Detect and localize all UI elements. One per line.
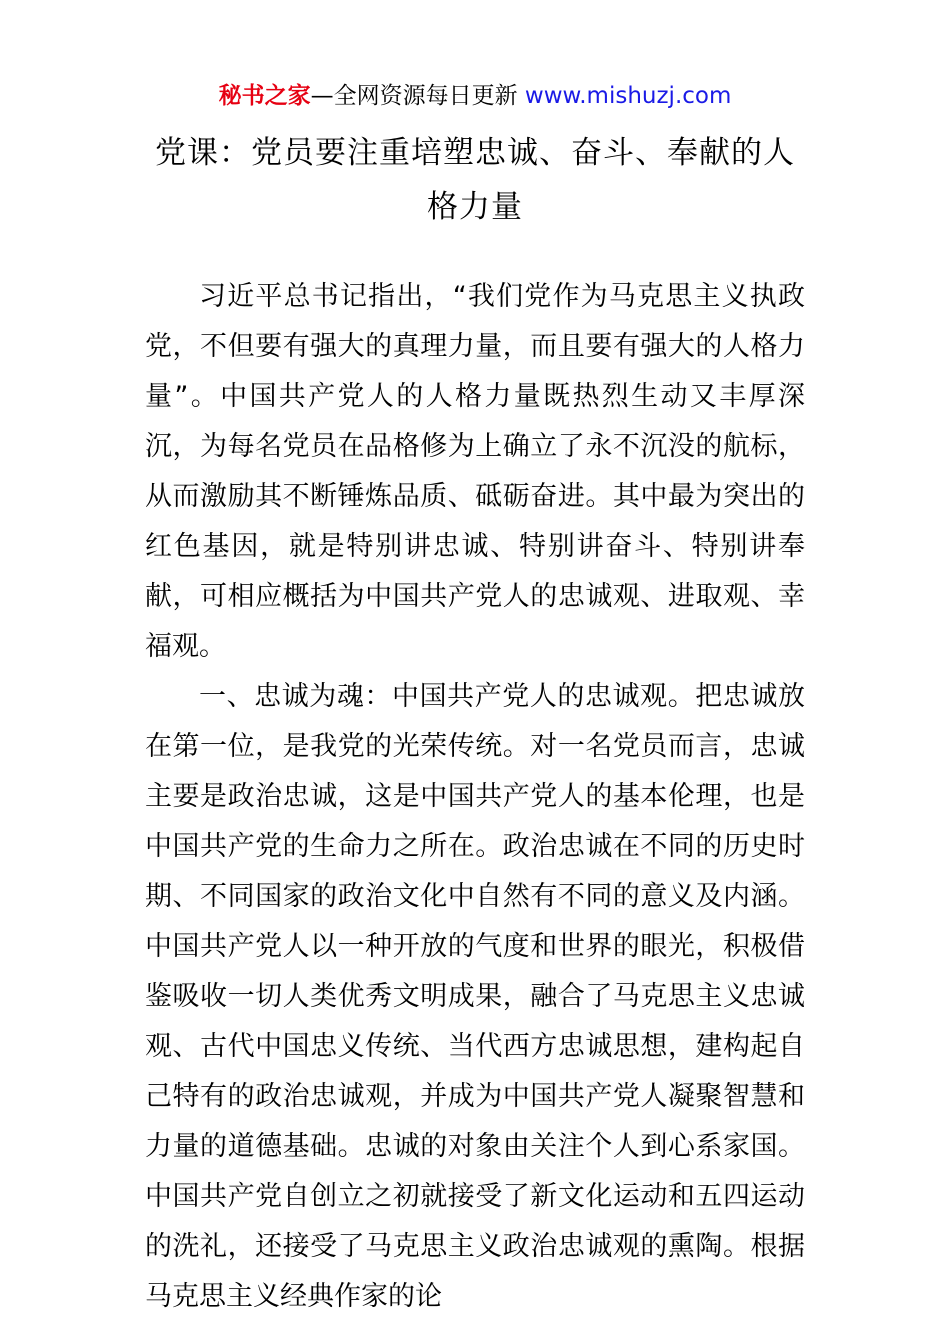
paragraph-section-1: 一、忠诚为魂：中国共产党人的忠诚观。把忠诚放在第一位，是我党的光荣传统。对一名党员而言，忠诚主要是政治忠诚，这是中国共产党人的基本伦理，也是中国共产党的生命力之所在。政治忠诚在不同的历史时期、不同国家的政治文化中自然有不同的意义及内涵。中国共产党人以一种开放的气度和世界的眼光，积极借鉴吸收一切人类优秀文明成果，融合了马克思主义忠诚观、古代中国忠义传统、当代西方忠诚思想，建构起自己特有的政治忠诚观，并成为中国共产党人凝聚智慧和力量的道德基础。忠诚的对象由关注个人到心系家国。中国共产党自创立之初就接受了新文化运动和五四运动的洗礼，还接受了马克思主义政治忠诚观的熏陶。根据马克思主义经典作家的论 [145,681,805,1312]
document-title: 党课：党员要注重培塑忠诚、奋斗、奉献的人格力量 [155,135,795,225]
site-tagline: —全网资源每日更新 [310,83,525,109]
document-body [145,272,805,1322]
site-header [0,80,950,112]
site-url-link[interactable]: www.mishuzj.com [524,83,732,109]
paragraph-intro: 习近平总书记指出，“我们党作为马克思主义执政党，不但要有强大的真理力量，而且要有强大的人格力量”。中国共产党人的人格力量既热烈生动又丰厚深沉，为每名党员在品格修为上确立了永不沉没的航标，从而激励其不断锤炼品质、砥砺奋进。其中最为突出的红色基因，就是特别讲忠诚、特别讲奋斗、特别讲奉献，可相应概括为中国共产党人的忠诚观、进取观、幸福观。 [145,281,805,662]
site-name: 秘书之家 [218,83,311,109]
